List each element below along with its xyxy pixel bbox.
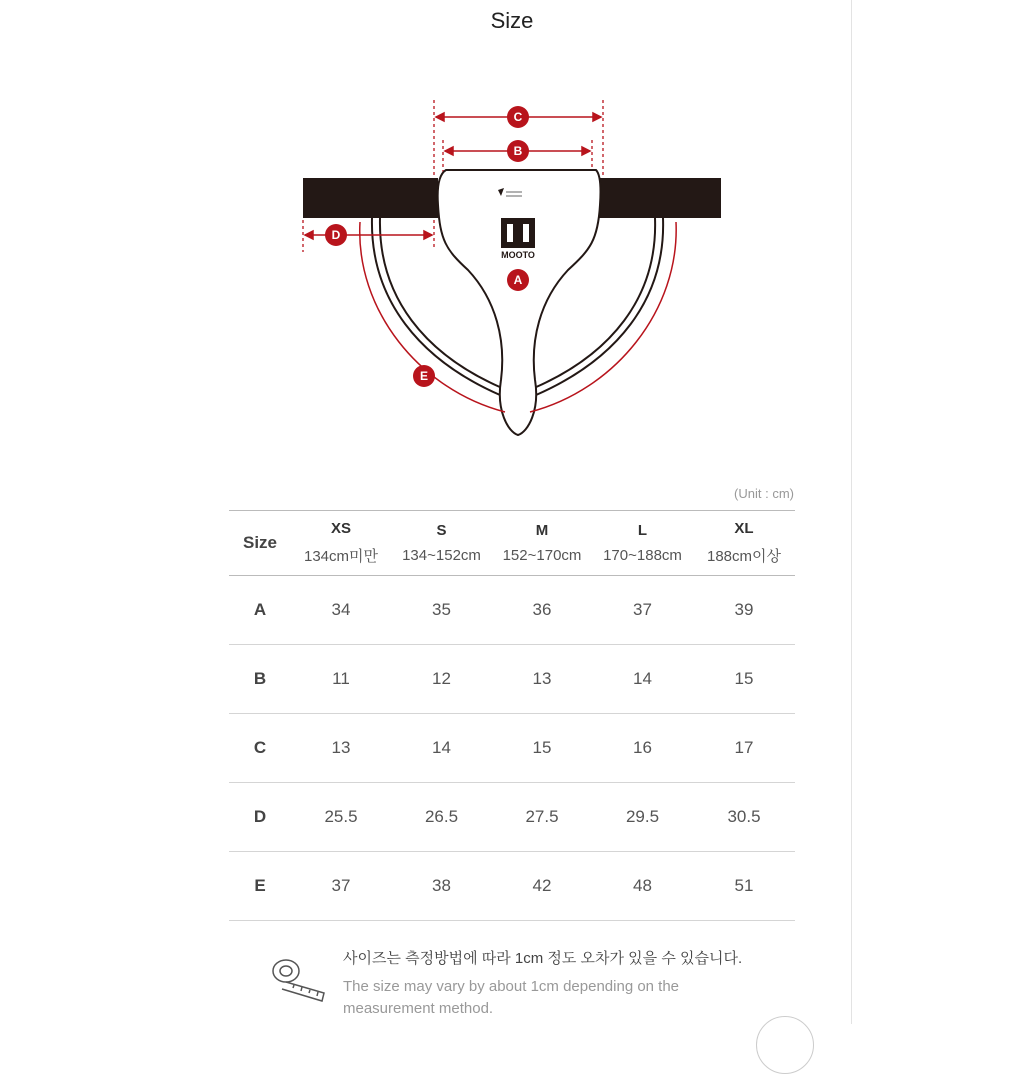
row-label: E — [229, 852, 291, 921]
size-range: 188cm이상 — [706, 548, 781, 565]
table-cell: 36 — [492, 576, 592, 645]
table-cell: 48 — [592, 852, 693, 921]
size-range: 134cm미만 — [303, 548, 378, 565]
mooto-logo — [501, 218, 535, 260]
column-header-m — [492, 511, 592, 576]
marker-c — [507, 106, 529, 128]
marker-d — [325, 224, 347, 246]
table-cell: 51 — [693, 852, 795, 921]
measuring-tape-icon — [270, 953, 330, 1003]
table-cell: 17 — [693, 714, 795, 783]
size-name: XL — [734, 520, 754, 537]
table-row — [229, 852, 795, 921]
svg-text:MOOTO: MOOTO — [501, 250, 535, 260]
size-header-label: Size — [229, 511, 291, 576]
size-range: 134~152cm — [402, 547, 481, 564]
table-cell: 37 — [291, 852, 391, 921]
table-cell: 37 — [592, 576, 693, 645]
table-cell: 14 — [391, 714, 492, 783]
table-cell: 13 — [291, 714, 391, 783]
note-english: The size may vary by about 1cm depending on the measurement method. — [343, 978, 680, 1017]
size-range: 152~170cm — [502, 547, 582, 564]
column-header-l — [592, 511, 693, 576]
unit-note: (Unit : cm) — [734, 486, 794, 501]
column-header-xs — [291, 511, 391, 576]
table-cell: 11 — [291, 645, 391, 714]
table-cell: 35 — [391, 576, 492, 645]
table-cell: 34 — [291, 576, 391, 645]
table-cell: 42 — [492, 852, 592, 921]
table-cell: 15 — [693, 645, 795, 714]
waistband-left — [303, 178, 438, 218]
column-header-xl — [693, 511, 795, 576]
table-cell: 27.5 — [492, 783, 592, 852]
svg-text:A: A — [513, 273, 523, 287]
table-cell: 16 — [592, 714, 693, 783]
table-cell: 38 — [391, 852, 492, 921]
note-korean: 사이즈는 측정방법에 따라 1cm 정도 오차가 있을 수 있습니다. — [343, 950, 743, 967]
table-cell: 25.5 — [291, 783, 391, 852]
size-name: M — [535, 522, 549, 539]
marker-b — [507, 140, 529, 162]
table-cell: 13 — [492, 645, 592, 714]
page-title: Size — [490, 8, 534, 33]
marker-a — [507, 269, 529, 291]
table-cell: 29.5 — [592, 783, 693, 852]
size-name: S — [436, 522, 447, 539]
table-row — [229, 576, 795, 645]
size-range: 170~188cm — [603, 547, 682, 564]
row-label: C — [229, 714, 291, 783]
scroll-top-button[interactable] — [756, 1016, 814, 1074]
row-label: B — [229, 645, 291, 714]
svg-text:D: D — [331, 228, 341, 242]
table-cell: 12 — [391, 645, 492, 714]
table-header-row — [229, 511, 795, 576]
table-row — [229, 645, 795, 714]
svg-text:B: B — [513, 144, 523, 158]
size-name: XS — [330, 520, 351, 537]
product-diagram — [0, 0, 1024, 470]
row-label: A — [229, 576, 291, 645]
row-label: D — [229, 783, 291, 852]
table-row — [229, 714, 795, 783]
size-table — [229, 510, 795, 921]
svg-text:E: E — [419, 369, 429, 383]
table-cell: 14 — [592, 645, 693, 714]
table-cell: 26.5 — [391, 783, 492, 852]
table-cell: 15 — [492, 714, 592, 783]
svg-text:C: C — [513, 110, 523, 124]
marker-e — [413, 365, 435, 387]
waistband-right — [598, 178, 721, 218]
column-header-s — [391, 511, 492, 576]
table-cell: 30.5 — [693, 783, 795, 852]
size-name: L — [637, 522, 648, 539]
table-cell: 39 — [693, 576, 795, 645]
table-row — [229, 783, 795, 852]
